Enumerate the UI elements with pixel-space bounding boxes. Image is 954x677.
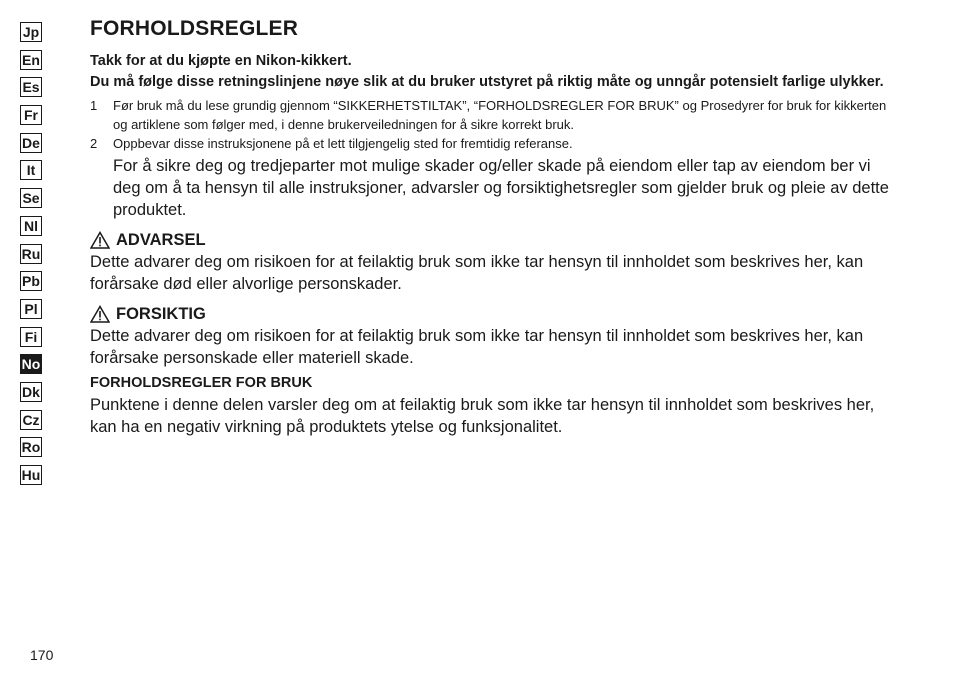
warning-heading-label: ADVARSEL: [116, 231, 206, 249]
usage-heading: FORHOLDSREGLER FOR BRUK: [90, 375, 313, 391]
lang-tab-se[interactable]: Se: [20, 188, 42, 208]
lang-tab-hu[interactable]: Hu: [21, 467, 41, 483]
usage-text: Punktene i denne delen varsler deg om at feilaktig bruk som ikke tar hensyn til innholdet som beskrives her, kan ha en negativ virkning på produktets ytelse og funksjonalitet.: [90, 396, 875, 436]
lang-tab-ru[interactable]: Ru: [21, 245, 41, 262]
lang-tab-dk[interactable]: Dk: [20, 382, 42, 402]
lang-tab-de[interactable]: De: [20, 133, 42, 153]
caution-heading: [90, 303, 900, 325]
lang-tab-ro[interactable]: Ro: [21, 439, 41, 456]
page-number: 170: [30, 647, 54, 663]
warning-triangle-icon: [90, 231, 110, 249]
lang-tab-cz[interactable]: Cz: [20, 410, 42, 430]
safety-note: For å sikre deg og tredjeparter mot mulige skader og/eller skade på eiendom eller tap av eiendom ber vi deg om å ta hensyn til alle instruksjoner, advarsler og forsiktighetsregler som gjelder bruk og pleie av dette produktet.: [113, 157, 889, 219]
lang-tab-en[interactable]: En: [20, 50, 42, 70]
intro-line-2: Du må følge disse retningslinjene nøye slik at du bruker utstyret på riktig måte og unngår potensielt farlige ulykker.: [90, 74, 884, 90]
page-title: FORHOLDSREGLER: [90, 17, 299, 40]
warning-text: Dette advarer deg om risikoen for at feilaktig bruk som ikke tar hensyn til innholdet som beskrives her, kan forårsake død eller alvorlige personskader.: [90, 253, 864, 293]
lang-tab-pb[interactable]: Pb: [20, 271, 42, 291]
lang-tab-fr[interactable]: Fr: [20, 105, 42, 125]
caution-text: Dette advarer deg om risikoen for at feilaktig bruk som ikke tar hensyn til innholdet som beskrives her, kan forårsake personskade eller materiell skade.: [90, 327, 864, 367]
caution-heading-label: FORSIKTIG: [116, 305, 206, 323]
instruction-list: [90, 96, 900, 221]
usage-section: [90, 372, 900, 438]
list-item-number: 2: [90, 136, 98, 151]
list-item: [90, 134, 900, 221]
list-item: [90, 96, 900, 134]
warning-heading: [90, 229, 900, 251]
intro-line-1: Takk for at du kjøpte en Nikon-kikkert.: [90, 53, 352, 69]
language-tabs: [20, 22, 44, 493]
warning-section: [90, 229, 900, 295]
lang-tab-pl[interactable]: Pl: [20, 299, 42, 319]
lang-tab-fi[interactable]: Fi: [20, 327, 42, 347]
lang-tab-nl[interactable]: Nl: [20, 216, 42, 236]
lang-tab-it[interactable]: It: [20, 160, 42, 180]
lang-tab-es[interactable]: Es: [20, 77, 42, 97]
list-item-text: Oppbevar disse instruksjonene på et lett tilgjengelig sted for fremtidig referanse.: [113, 136, 573, 151]
warning-triangle-icon: [90, 305, 110, 323]
caution-section: [90, 303, 900, 369]
lang-tab-no[interactable]: No: [21, 356, 41, 373]
list-item-text: Før bruk må du lese grundig gjennom “SIKKERHETSTILTAK”, “FORHOLDSREGLER FOR BRUK” og Prosedyrer for bruk for kikkerten og artiklene som følger med, i denne brukerveiledningen for å sikre korrekt bruk.: [113, 98, 887, 132]
main-content: [90, 16, 900, 438]
list-item-number: 1: [90, 98, 98, 113]
lang-tab-jp[interactable]: Jp: [20, 22, 42, 42]
